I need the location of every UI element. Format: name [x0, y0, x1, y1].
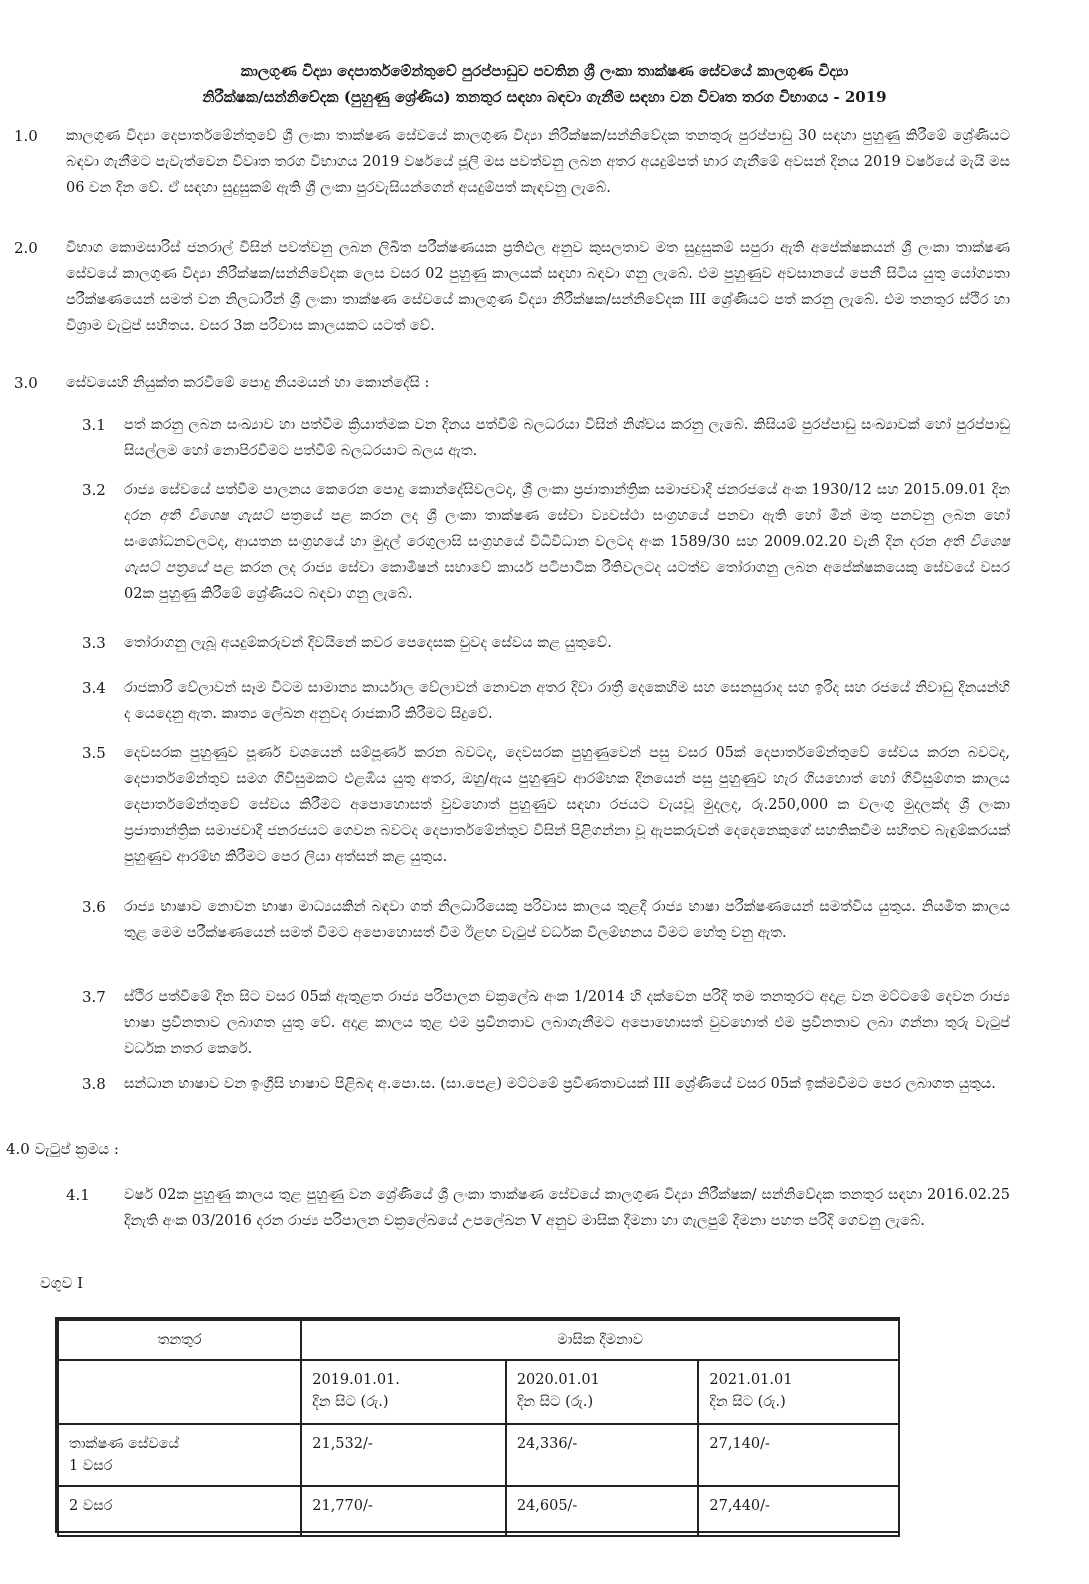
section-1-text: කාලගුණ විද්‍යා දෙපාර්තමේන්තුවේ ශ්‍රී ලංකා තාක්ෂණ සේවයේ කාලගුණ විද්‍යා නිරීක්ෂක/සන්නිවේදක තනතුරු පුරප්පාඩු 30 සඳහා පුහුණු කිරීමේ ශ්‍රේණියට බඳවා ගැනීමට පැවැත්වෙන විවෘත තරග විභාගය 2019 වර්ෂයේ ජූලි මස පවත්වනු ලබන අතර අයදුම්පත් භාර ගැනීමේ අවසන් දිනය 2019 වර්ෂයේ මැයි මස 06 වන දින වේ. ඒ සඳහා සුදුසුකම් ඇති ශ්‍රී ලංකා පුරවැසියන්ගෙන් අයදුම්පත් කැඳවනු ලැබේ. [66, 128, 1010, 196]
subsection-number: 4.1 [66, 1186, 90, 1204]
subsection-number: 3.3 [82, 634, 106, 652]
table-row [58, 1486, 899, 1536]
table-cell: 21,770/- [301, 1486, 506, 1536]
section-3-4-text: රාජකාරි වේලාවන් සෑම විටම සාමාන්‍ය කාර්යාල වේලාවන් නොවන අතර දිවා රාත්‍රී දෙකෙහිම සහ සෙනසුරාද සහ ඉරිද සහ රජයේ නිවාඩු දිනයන්හි ද යෙදෙනු ඇත. කෘත්‍ය ලේඛන අනුවද රාජකාරි කිරීමට සිදුවේ. [124, 680, 1010, 722]
section-2-text: විභාග කොමසාරිස් ජනරාල් විසින් පවත්වනු ලබන ලිඛිත පරීක්ෂණයක ප්‍රතිඵල අනුව කුසලතාව මත සුදුසුකම් සපුරා ඇති අපේක්ෂකයන් ශ්‍රී ලංකා තාක්ෂණ සේවයේ කාලගුණ විද්‍යා නිරීක්ෂක/සන්නිවේදක ලෙස වසර 02 පුහුණු කාලයක් සඳහා බඳවා ගනු ලැබේ. එම පුහුණුව අවසානයේ පෙනී සිටිය යුතු යෝග්‍යතා පරීක්ෂණයෙන් සමත් වන නිලධාරීන් ශ්‍රී ලංකා තාක්ෂණ සේවයේ කාලගුණ විද්‍යා නිරීක්ෂක/සන්නිවේදක III ශ්‍රේණියට පත් කරනු ලැබේ. එම තනතුර ස්ථිර හා විශ්‍රාම වැටුප් සහිතය. වසර 3ක පරිවාස කාලයකට යටත් වේ. [66, 240, 1010, 334]
table-row [58, 1424, 899, 1486]
table-header-row [58, 1320, 899, 1360]
section-3-2-text: රාජ්‍ය සේවයේ පත්වීම පාලනය කෙරෙන පොදු කොන්දේසිවලටද, ශ්‍රී ලංකා ප්‍රජාතාන්ත්‍රික සමාජවාදී ජනරජයේ අංක 1930/12 සහ 2015.09.01 දින දරන අති විශෙෂ ගැසට් පත්‍රයේ පළ කරන ලද ශ්‍රී ලංකා තාක්ෂණ සේවා ව්‍යවස්ථා සංග්‍රහයේ පනවා ඇති හෝ මින් මතු පනවනු ලබන හෝ සංශෝධනවලටද, ආයතන සංග්‍රහයේ හා මුදල් රෙගුලාසි සංග්‍රහයේ විධිවිධාන වලටද අංක 1589/30 සහ 2009.02.20 වැනි දින දරන අති විශෙෂ ගැසට් පත්‍රයේ පළ කරන ලද රාජ්‍ය සේවා කොමිෂන් සභාවේ කාර්ය පටිපාටික රීතිවලටද යටත්ව තෝරාගනු ලබන අපේක්ෂකයෙකු සේවයේ වසර 02ක පුහුණු කිරීමේ ශ්‍රේණියට බඳවා ගනු ලැබේ. [124, 482, 1010, 602]
header-allowance: මාසික දීමනාව [301, 1320, 899, 1360]
column-header: 2020.01.01 දින සිට (රු.) [506, 1360, 699, 1424]
subsection-number: 3.6 [82, 898, 106, 916]
row-label: තාක්ෂණ සේවයේ 1 වසර [58, 1424, 301, 1486]
table-cell: 27,140/- [698, 1424, 899, 1486]
section-3-heading: සේවයෙහි නියුක්ත කරවීමේ පොදු නියමයන් හා කොන්දේසි : [66, 375, 430, 391]
section-3-1-text: පත් කරනු ලබන සංඛ්‍යාව හා පත්වීම ක්‍රියාත්මක වන දිනය පත්වීම් බලධරයා විසින් නිශ්චය කරනු ලැබේ. කිසියම් පුරප්පාඩු සංඛ්‍යාවක් හෝ පුරප්පාඩු සියල්ලම හෝ නොපිරවීමට පත්වීම් බලධරයාට බලය ඇත. [124, 417, 1010, 459]
section-4-1-text: වර්ෂ 02ක පුහුණු කාලය තුළ පුහුණු වන ශ්‍රේණියේ ශ්‍රී ලංකා තාක්ෂණ සේවයේ කාලගුණ විද්‍යා නිරීක්ෂක/ සන්නිවේදක තනතුර සඳහා 2016.02.25 දිනැති අංක 03/2016 දරන රාජ්‍ය පරිපාලන චක්‍රලේඛයේ උපලේඛන V අනුව මාසික දීමනා හා ගැලපුම් දීමනා පහත පරිදි ගෙවනු ලැබේ. [124, 1187, 1010, 1229]
empty-cell [58, 1360, 301, 1424]
allowance-table [57, 1319, 900, 1537]
section-number: 2.0 [14, 239, 38, 257]
subsection-number: 3.8 [82, 1075, 106, 1093]
subsection-number: 3.7 [82, 988, 106, 1006]
section-3-7-text: ස්ථිර පත්වීමේ දින සිට වසර 05ක් ඇතුළත රාජ්‍ය පරිපාලන චක්‍රලේඛ අංක 1/2014 හි දක්වෙන පරිදි තම තනතුරට අදාළ වන මට්ටමේ දෙවන රාජ්‍ය භාෂා ප්‍රවීනතාව ලබාගත යුතු වේ. අදාළ කාලය තුළ එම ප්‍රවීනතාව ලබාගැනීමට අපොහොසත් වුවහොත් එම ප්‍රවීනතාව ලබා ගන්නා තුරු වැටුප් වර්ධක නතර කෙරේ. [124, 989, 1010, 1057]
section-3-3-text: තෝරාගනු ලැබූ අයදුම්කරුවන් දිවයිනේ කවර පෙදෙසක වුවද සේවය කළ යුතුවේ. [124, 635, 612, 651]
document-title-line-1: කාලගුණ විද්‍යා දෙපාර්තමේන්තුවේ පුරප්පාඩුව පවතින ශ්‍රී ලංකා තාක්ෂණ සේවයේ කාලගුණ විද්‍යා [240, 62, 849, 80]
row-label: 2 වසර [58, 1486, 301, 1536]
section-number: 1.0 [14, 127, 38, 145]
column-header: 2021.01.01 දින සිට (රු.) [698, 1360, 899, 1424]
section-3-6-text: රාජ්‍ය භාෂාව නොවන භාෂා මාධ්‍යයකින් බඳවා ගත් නිලධාරියෙකු පරිවාස කාලය තුළදී රාජ්‍ය භාෂා පරීක්ෂණයෙන් සමත්විය යුතුය. නියමිත කාලය තුළ මෙම පරීක්ෂණයෙන් සමත් වීමට අපොහොසත් වීම ඊළඟ වැටුප් වර්ධක විලම්භනය වීමට හේතු වනු ඇත. [124, 899, 1010, 941]
table-cell: 21,532/- [301, 1424, 506, 1486]
section-number: 3.0 [14, 374, 38, 392]
subsection-number: 3.1 [82, 416, 106, 434]
table-caption: වගුව I [40, 1274, 83, 1292]
section-3-5-text: දෙවසරක පුහුණුව පූර්ණ වශයෙන් සම්පූර්ණ කරන බවටද, දෙවසරක පුහුණුවෙන් පසු වසර 05ක් දෙපාර්තමේන්තුවේ සේවය කරන බවටද, දෙපාර්තමේන්තුව සමග ගිවිසුමකට එළඹිය යුතු අතර, ඔහු/ඇය පුහුණුව ආරම්භක දිනයෙන් පසු පුහුණුව හැර ගියහොත් හෝ ගිවිසුම්ගත කාලය දෙපාර්තමේන්තුවේ සේවය කිරීමට අපොහොසත් වුවහොත් පුහුණුව සඳහා රජයට වැයවූ මුදලද, රු.250,000 ක වලංගු මුදලක්ද ශ්‍රී ලංකා ප්‍රජාතාන්ත්‍රික සමාජවාදී ජනරජයට ගෙවන බවටද දෙපාර්තමේන්තුව විසින් පිළිගන්නා වූ ඇපකරුවන් දෙදෙනෙකුගේ සහතිකවීම සහිතව බැඳුම්කරයක් පුහුණුව ආරම්භ කිරීමට පෙර ලියා අත්සන් කළ යුතුය. [124, 745, 1010, 865]
document-title-line-2: නිරීක්ෂක/සන්නිවේදක (පුහුණු ශ්‍රේණිය) තනතුර සඳහා බඳවා ගැනීම සඳහා වන විවෘත තරග විභාගය - 2019 [202, 88, 887, 106]
subsection-number: 3.5 [82, 744, 106, 762]
section-3-8-text: සන්ධාන භාෂාව වන ඉංග්‍රීසි භාෂාව පිළිබඳ අ.පො.ස. (සා.පෙළ) මට්ටමේ ප්‍රවීණතාවයක් III ශ්‍රේණියේ වසර 05ක් ඉක්මවීමට පෙර ලබාගත යුතුය. [124, 1076, 996, 1092]
table-cell: 24,336/- [506, 1424, 699, 1486]
section-4-heading: 4.0 වැටුප් ක්‍රමය : [6, 1140, 119, 1158]
table-subheader-row [58, 1360, 899, 1424]
table-cell: 27,440/- [698, 1486, 899, 1536]
table-cell: 24,605/- [506, 1486, 699, 1536]
subsection-number: 3.2 [82, 481, 106, 499]
subsection-number: 3.4 [82, 679, 106, 697]
column-header: 2019.01.01. දින සිට (රු.) [301, 1360, 506, 1424]
header-post: තනතුර [58, 1320, 301, 1360]
